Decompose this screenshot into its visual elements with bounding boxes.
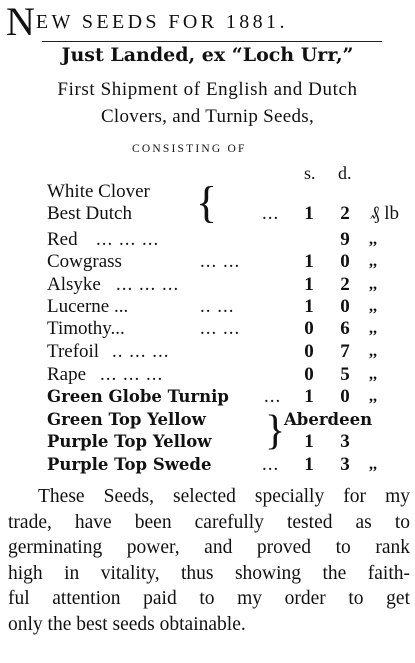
description-paragraph bbox=[8, 484, 410, 638]
ditto-mark: ,, bbox=[369, 253, 377, 270]
clovers-line: Clovers, and Turnip Seeds, bbox=[100, 106, 315, 127]
leader-dots: ... ... ... bbox=[100, 364, 164, 385]
leader-dots: .. ... ... bbox=[112, 341, 170, 362]
price-shillings: 1 bbox=[304, 431, 314, 452]
ditto-mark: ,, bbox=[369, 231, 377, 248]
ditto-mark: ,, bbox=[369, 388, 377, 405]
price-shillings: 0 bbox=[304, 364, 314, 385]
ditto-mark: ,, bbox=[369, 366, 377, 383]
ditto-mark: ,, bbox=[369, 456, 377, 473]
per-pound-label: ₰ lb bbox=[370, 203, 400, 224]
item-name: Best Dutch bbox=[47, 203, 132, 224]
just-landed: Just Landed, ex “Loch Urr,” bbox=[61, 44, 354, 66]
price-pence: 9 bbox=[340, 229, 350, 250]
paragraph-line: only the best seeds obtainable. bbox=[8, 613, 246, 635]
price-shillings: 1 bbox=[304, 386, 314, 407]
paragraph-line: These Seeds, selected specially for my bbox=[38, 486, 410, 507]
leader-dots: ... bbox=[264, 386, 282, 407]
item-name: Trefoil bbox=[47, 341, 100, 362]
price-shillings: 1 bbox=[304, 203, 314, 224]
item-name: Timothy... bbox=[47, 318, 125, 339]
price-pence: 0 bbox=[340, 251, 350, 272]
list-item bbox=[0, 341, 415, 363]
paragraph-line: high in vitality, thus showing the faith- bbox=[8, 562, 410, 584]
list-item bbox=[0, 364, 415, 386]
price-pence: 2 bbox=[340, 274, 350, 295]
turnip-brace: } bbox=[265, 408, 286, 454]
item-name: Green Top Yellow bbox=[47, 410, 206, 429]
list-item bbox=[0, 454, 415, 476]
item-name: Lucerne ... bbox=[47, 296, 129, 317]
price-pence: 7 bbox=[340, 341, 350, 362]
list-item bbox=[0, 318, 415, 340]
column-header-shillings: s. bbox=[304, 163, 316, 183]
list-item bbox=[0, 431, 415, 453]
price-pence: 6 bbox=[340, 318, 350, 339]
leader-dots: .. ... bbox=[200, 296, 235, 317]
list-item bbox=[0, 229, 415, 251]
price-shillings: 1 bbox=[304, 274, 314, 295]
item-name: White Clover bbox=[47, 181, 150, 202]
price-pence: 3 bbox=[340, 431, 350, 452]
leader-dots: ... bbox=[262, 454, 280, 475]
paragraph-line: ful attention paid to my order to get bbox=[8, 588, 410, 610]
price-pence: 5 bbox=[340, 364, 350, 385]
ditto-mark: ,, bbox=[369, 320, 377, 337]
aberdeen-label: Aberdeen bbox=[284, 410, 373, 429]
price-shillings: 0 bbox=[304, 318, 314, 339]
ditto-mark: ,, bbox=[369, 298, 377, 315]
price-pence: 3 bbox=[340, 454, 350, 475]
item-name: Red bbox=[47, 229, 78, 250]
item-name: Alsyke bbox=[47, 274, 101, 295]
leader-dots: ... ... bbox=[200, 251, 241, 272]
price-shillings: 0 bbox=[304, 341, 314, 362]
item-name: Green Globe Turnip bbox=[47, 387, 229, 406]
price-shillings: 1 bbox=[304, 454, 314, 475]
item-name: Purple Top Yellow bbox=[47, 432, 212, 451]
title-rule bbox=[42, 41, 382, 42]
price-shillings: 1 bbox=[304, 251, 314, 272]
price-pence: 0 bbox=[340, 296, 350, 317]
leader-dots: ... bbox=[262, 203, 280, 224]
item-name: Cowgrass bbox=[47, 251, 122, 272]
list-item bbox=[0, 251, 415, 273]
ditto-mark: ,, bbox=[369, 343, 377, 360]
consisting-of: CONSISTING OF bbox=[132, 143, 247, 155]
paragraph-line: trade, have been carefully tested as to bbox=[8, 511, 410, 533]
paragraph-line: germinating power, and proved to rank bbox=[8, 537, 410, 559]
title bbox=[6, 2, 411, 42]
clover-brace: { bbox=[196, 178, 218, 227]
price-shillings: 1 bbox=[304, 296, 314, 317]
leader-dots: ... ... ... bbox=[96, 229, 160, 250]
shipment-line: First Shipment of English and Dutch bbox=[57, 79, 358, 100]
title-initial: N bbox=[6, 0, 35, 44]
list-item bbox=[0, 386, 415, 408]
item-name: Purple Top Swede bbox=[47, 455, 212, 474]
item-name: Rape bbox=[47, 364, 87, 385]
leader-dots: ... ... bbox=[200, 318, 241, 339]
title-rest: EW SEEDS FOR 1881. bbox=[35, 11, 288, 33]
leader-dots: ... ... ... bbox=[116, 274, 180, 295]
list-item bbox=[0, 274, 415, 296]
column-header-pence: d. bbox=[338, 163, 352, 183]
price-pence: 0 bbox=[340, 386, 350, 407]
price-pence: 2 bbox=[340, 203, 350, 224]
list-item bbox=[0, 296, 415, 318]
ditto-mark: ,, bbox=[369, 276, 377, 293]
